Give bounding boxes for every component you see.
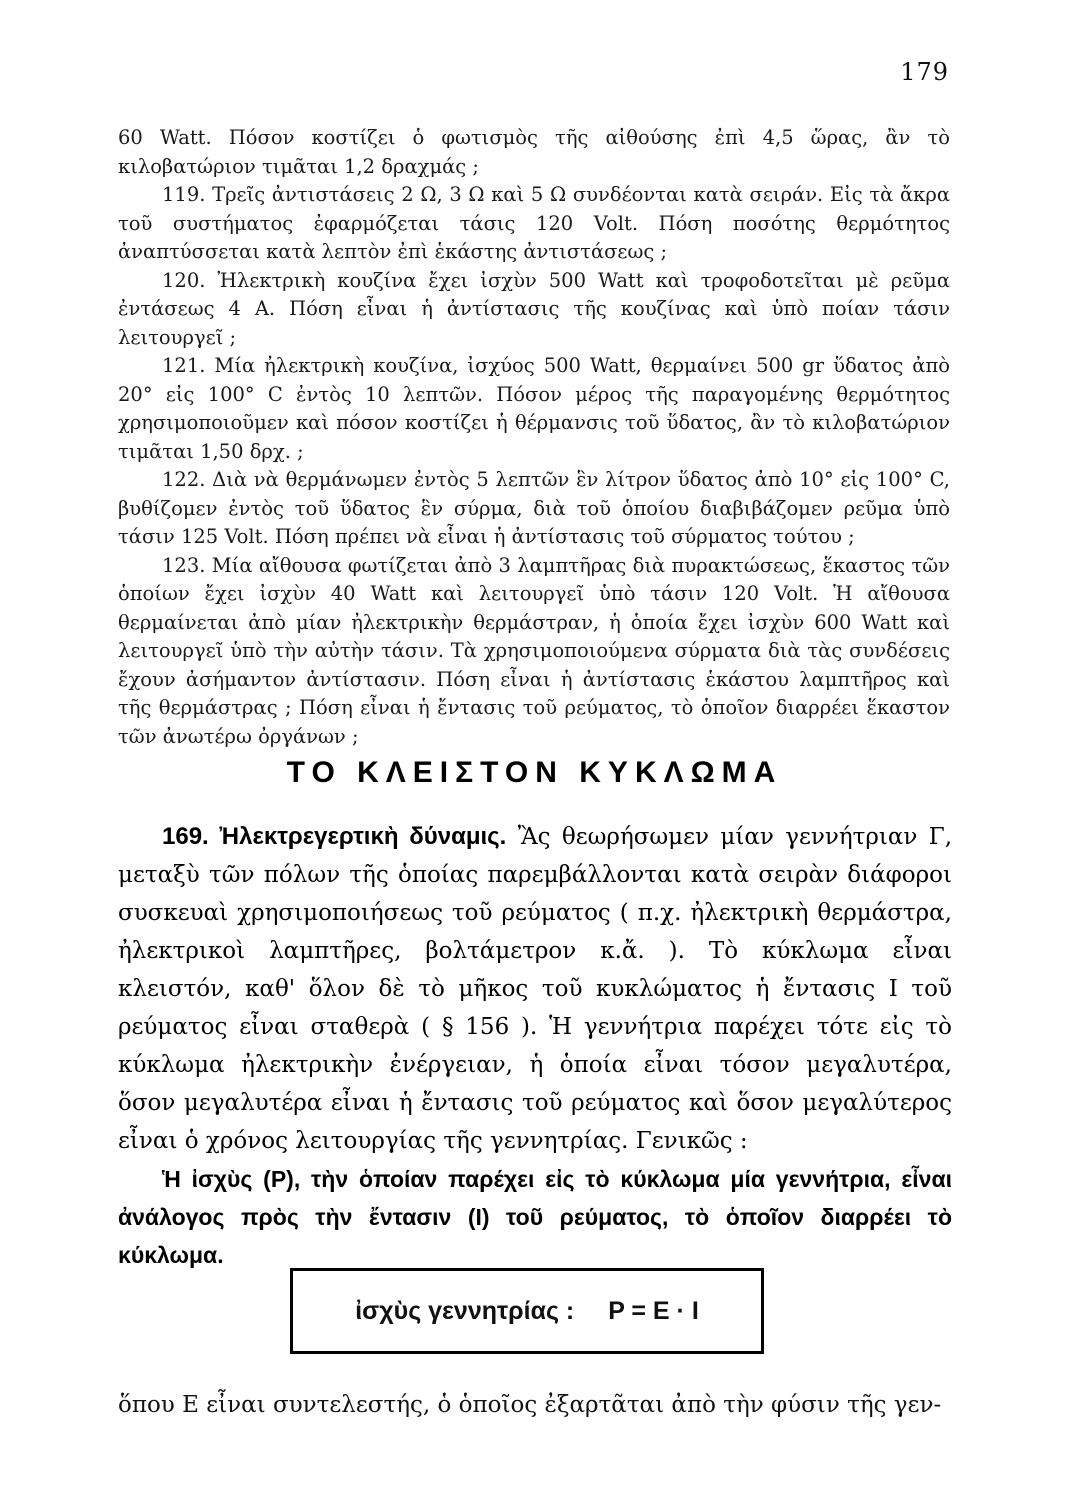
formula: P = E · I [608, 1296, 699, 1325]
exercise-item: 122. Διὰ νὰ θερμάνωμεν ἐντὸς 5 λεπτῶν ἓν λίτρον ὕδατος ἀπὸ 10° εἰς 100° C, βυθίζομεν ἐντὸς τοῦ ὕδατος ἓν σύρμα, διὰ τοῦ ὁποίου διαβιβάζομεν ρεῦμα ὑπὸ τάσιν 125 Volt. Πόση πρέπει νὰ εἶναι ἡ ἀντίστασις τοῦ σύρματος τούτου ; [118, 468, 950, 548]
formula-label: ἰσχὺς γεννητρίας : [355, 1296, 575, 1325]
closing-text: ὅπου Ε εἶναι συντελεστής, ὁ ὁποῖος ἐξαρτᾶται ἀπὸ τὴν φύσιν τῆς γεν- [118, 1392, 942, 1418]
chapter-title: ΤΟ ΚΛΕΙΣΤΟΝ ΚΥΚΛΩΜΑ [286, 756, 783, 789]
exercise-item: 123. Μία αἴθουσα φωτίζεται ἀπὸ 3 λαμπτῆρας διὰ πυρακτώσεως, ἕκαστος τῶν ὁποίων ἔχει ἰσχὺν 40 Watt καὶ λειτουργεῖ ὑπὸ τάσιν 120 Volt. Ἡ αἴθουσα θερμαίνεται ἀπὸ μίαν ἠλεκτρικὴν θερμάστραν, ἡ ὁποία ἔχει ἰσχὺν 600 Watt καὶ λειτουργεῖ ὑπὸ τὴν αὐτὴν τάσιν. Τὰ χρησιμοποιούμενα σύρματα διὰ τὰς συνδέσεις ἔχουν ἀσήμαντον ἀντίστασιν. Πόση εἶναι ἡ ἀντίστασις ἑκάστου λαμπτῆρος καὶ τῆς θερμάστρας ; Πόση εἶναι ἡ ἔντασις τοῦ ρεύματος, τὸ ὁποῖον διαρρέει ἕκαστον τῶν ἀνωτέρω ὀργάνων ; [118, 553, 950, 748]
exercise-item: 119. Τρεῖς ἀντιστάσεις 2 Ω, 3 Ω καὶ 5 Ω συνδέονται κατὰ σειράν. Εἰς τὰ ἄκρα τοῦ συστήματος ἐφαρμόζεται τάσις 120 Volt. Πόση ποσότης θερμότητος ἀναπτύσσεται κατὰ λεπτὸν ἐπὶ ἑκάστης ἀντιστάσεως ; [118, 183, 950, 263]
section-body [118, 818, 952, 1274]
exercise-item: 121. Μία ἠλεκτρικὴ κουζίνα, ἰσχύος 500 Watt, θερμαίνει 500 gr ὕδατος ἀπὸ 20° εἰς 100° C ἐντὸς 10 λεπτῶν. Πόσον μέρος τῆς παραγομένης θερμότητος χρησιμοποιοῦμεν καὶ πόσον κοστίζει ἡ θέρμανσις τοῦ ὕδατος, ἂν τὸ κιλοβατώριον τιμᾶται 1,50 δρχ. ; [118, 354, 950, 463]
exercise-item: 120. Ἠλεκτρικὴ κουζίνα ἔχει ἰσχὺν 500 Watt καὶ τροφοδοτεῖται μὲ ρεῦμα ἐντάσεως 4 Α. Πόση εἶναι ἡ ἀντίστασις τῆς κουζίνας καὶ ὑπὸ ποίαν τάσιν λειτουργεῖ ; [118, 268, 950, 349]
section-intro-text: Ἂς θεωρήσωμεν μίαν γεννήτριαν Γ, μεταξὺ τῶν πόλων τῆς ὁποίας παρεμβάλλονται κατὰ σειρὰν διάφοροι συσκευαὶ χρησιμοποιήσεως τοῦ ρεύματος ( π.χ. ἠλεκτρικὴ θερμάστρα, ἠλεκτρικοὶ λαμπτῆρες, βολτάμετρον κ.ἄ. ). Τὸ κύκλωμα εἶναι κλειστόν, καθ' ὅλον δὲ τὸ μῆκος τοῦ κυκλώματος ἡ ἔντασις Ι τοῦ ρεύματος εἶναι σταθερὰ ( § 156 ). Ἡ γεννήτρια παρέχει τότε εἰς τὸ κύκλωμα ἠλεκτρικὴν ἐνέργειαν, ἡ ὁποία εἶναι τόσον μεγαλυτέρα, ὅσον μεγαλυτέρα εἶναι ἡ ἔντασις τοῦ ρεύματος καὶ ὅσον μεγαλύτερος εἶναι ὁ χρόνος λειτουργίας τῆς γεννητρίας. Γενικῶς : [118, 824, 953, 1154]
formula-box [290, 1268, 764, 1354]
section-intro-paragraph [118, 818, 952, 1160]
exercise-list [118, 124, 950, 751]
law-statement: Ἡ ἰσχὺς (Ρ), τὴν ὁποίαν παρέχει εἰς τὸ κύκλωμα μία γεννήτρια, εἶναι ἀνάλογος πρὸς τὴν ἔντασιν (Ι) τοῦ ρεύματος, τὸ ὁποῖον διαρρέει τὸ κύκλωμα. [118, 1166, 952, 1268]
page-number: 179 [900, 58, 949, 86]
exercise-item: 60 Watt. Πόσον κοστίζει ὁ φωτισμὸς τῆς αἰθούσης ἐπὶ 4,5 ὥρας, ἂν τὸ κιλοβατώριον τιμᾶται 1,2 δραχμάς ; [118, 126, 950, 178]
section-heading: 169. Ἠλεκτρεγερτικὴ δύναμις. [162, 823, 507, 850]
